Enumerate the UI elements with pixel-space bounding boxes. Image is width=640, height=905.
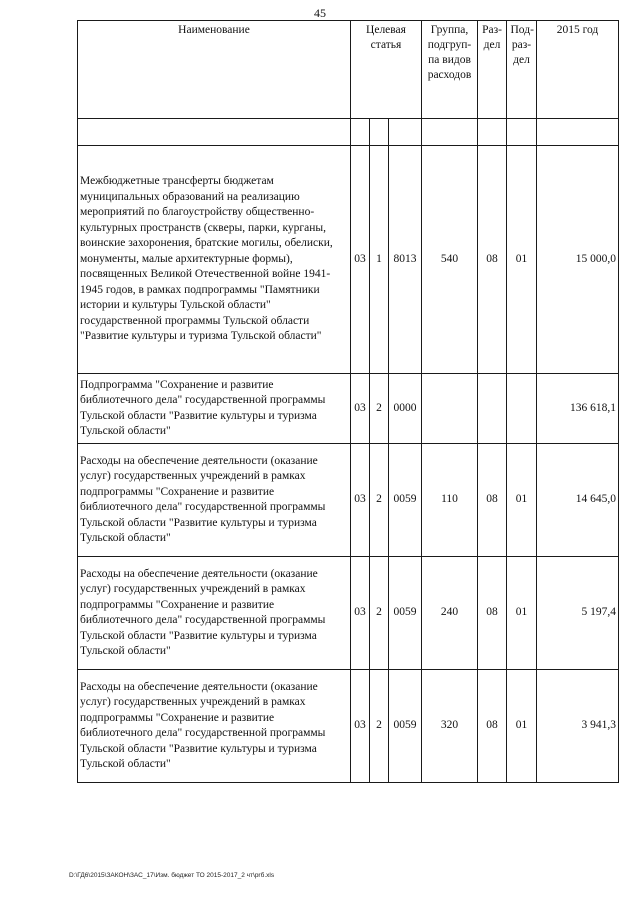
row-section: 08 xyxy=(478,557,507,670)
row-program-code: 03 xyxy=(351,444,370,557)
header-target-article xyxy=(351,21,422,119)
row-name: Подпрограмма "Сохранение и развитие библиотечного дела" государственной программы Тульской области "Развитие культуры и туризма Тульской области" xyxy=(78,374,351,444)
row-direction-code: 0059 xyxy=(389,557,422,670)
row-section xyxy=(478,374,507,444)
header-name: Наименование xyxy=(78,21,351,119)
row-expense-group: 240 xyxy=(422,557,478,670)
row-amount: 15 000,0 xyxy=(537,146,619,374)
spacer-cell xyxy=(422,119,478,146)
row-subsection: 01 xyxy=(507,444,537,557)
budget-table xyxy=(77,20,619,783)
header-section xyxy=(478,21,507,119)
header-row xyxy=(78,21,619,119)
row-direction-code: 0000 xyxy=(389,374,422,444)
row-expense-group: 540 xyxy=(422,146,478,374)
header-section-text: Раз-дел xyxy=(482,24,502,51)
row-subprogram-code: 2 xyxy=(370,444,389,557)
row-program-code: 03 xyxy=(351,557,370,670)
row-program-code: 03 xyxy=(351,670,370,783)
spacer-cell xyxy=(478,119,507,146)
spacer-cell xyxy=(537,119,619,146)
table-row xyxy=(78,374,619,444)
row-direction-code: 8013 xyxy=(389,146,422,374)
row-name: Межбюджетные трансферты бюджетам муниципальных образований на реализацию мероприятий по благоустройству общественно-культурных пространств (скверы, парки, курганы, воинские захоронения, братские могилы, обелиски, монументы, малые архитектурные формы), посвященных Великой Отечественной войне 1941-1945 годов, в рамках подпрограммы "Памятники истории и культуры Тульской области" государственной программы Тульской области "Развитие культуры и туризма Тульской области" xyxy=(78,146,351,374)
row-subprogram-code: 2 xyxy=(370,557,389,670)
row-name: Расходы на обеспечение деятельности (оказание услуг) государственных учреждений в рамках подпрограммы "Сохранение и развитие библиотечного дела" государственной программы Тульской области "Развитие культуры и туризма Тульской области" xyxy=(78,670,351,783)
row-subprogram-code: 2 xyxy=(370,670,389,783)
row-amount: 14 645,0 xyxy=(537,444,619,557)
spacer-cell xyxy=(507,119,537,146)
row-program-code: 03 xyxy=(351,374,370,444)
table-row xyxy=(78,557,619,670)
row-name: Расходы на обеспечение деятельности (оказание услуг) государственных учреждений в рамках подпрограммы "Сохранение и развитие библиотечного дела" государственной программы Тульской области "Развитие культуры и туризма Тульской области" xyxy=(78,557,351,670)
header-year: 2015 год xyxy=(537,21,619,119)
row-section: 08 xyxy=(478,146,507,374)
row-expense-group: 320 xyxy=(422,670,478,783)
row-name: Расходы на обеспечение деятельности (оказание услуг) государственных учреждений в рамках подпрограммы "Сохранение и развитие библиотечного дела" государственной программы Тульской области "Развитие культуры и туризма Тульской области" xyxy=(78,444,351,557)
spacer-cell xyxy=(351,119,370,146)
footer-file-path: D:\ГД6\2015\ЗАКОН\ЗАС_17\Изм. бюджет ТО 2015-2017_2 чт\рrб.xls xyxy=(69,872,275,879)
row-subsection: 01 xyxy=(507,146,537,374)
row-subprogram-code: 1 xyxy=(370,146,389,374)
row-section: 08 xyxy=(478,670,507,783)
row-amount: 5 197,4 xyxy=(537,557,619,670)
spacer-cell xyxy=(370,119,389,146)
header-target-article-text: Целевая статья xyxy=(366,24,406,51)
row-subsection: 01 xyxy=(507,557,537,670)
header-subsection xyxy=(507,21,537,119)
row-expense-group xyxy=(422,374,478,444)
spacer-cell xyxy=(78,119,351,146)
header-expense-group-text: Группа, подгруп-па видов расходов xyxy=(427,24,472,81)
spacer-cell xyxy=(389,119,422,146)
table-row xyxy=(78,444,619,557)
row-program-code: 03 xyxy=(351,146,370,374)
row-subsection: 01 xyxy=(507,670,537,783)
page-number: 45 xyxy=(314,6,326,20)
header-expense-group xyxy=(422,21,478,119)
table-row xyxy=(78,670,619,783)
row-amount: 136 618,1 xyxy=(537,374,619,444)
row-subprogram-code: 2 xyxy=(370,374,389,444)
row-direction-code: 0059 xyxy=(389,670,422,783)
table-row xyxy=(78,146,619,374)
row-direction-code: 0059 xyxy=(389,444,422,557)
row-amount: 3 941,3 xyxy=(537,670,619,783)
header-subsection-text: Под-раз-дел xyxy=(510,24,534,66)
row-subsection xyxy=(507,374,537,444)
row-expense-group: 110 xyxy=(422,444,478,557)
row-section: 08 xyxy=(478,444,507,557)
header-spacer-row xyxy=(78,119,619,146)
